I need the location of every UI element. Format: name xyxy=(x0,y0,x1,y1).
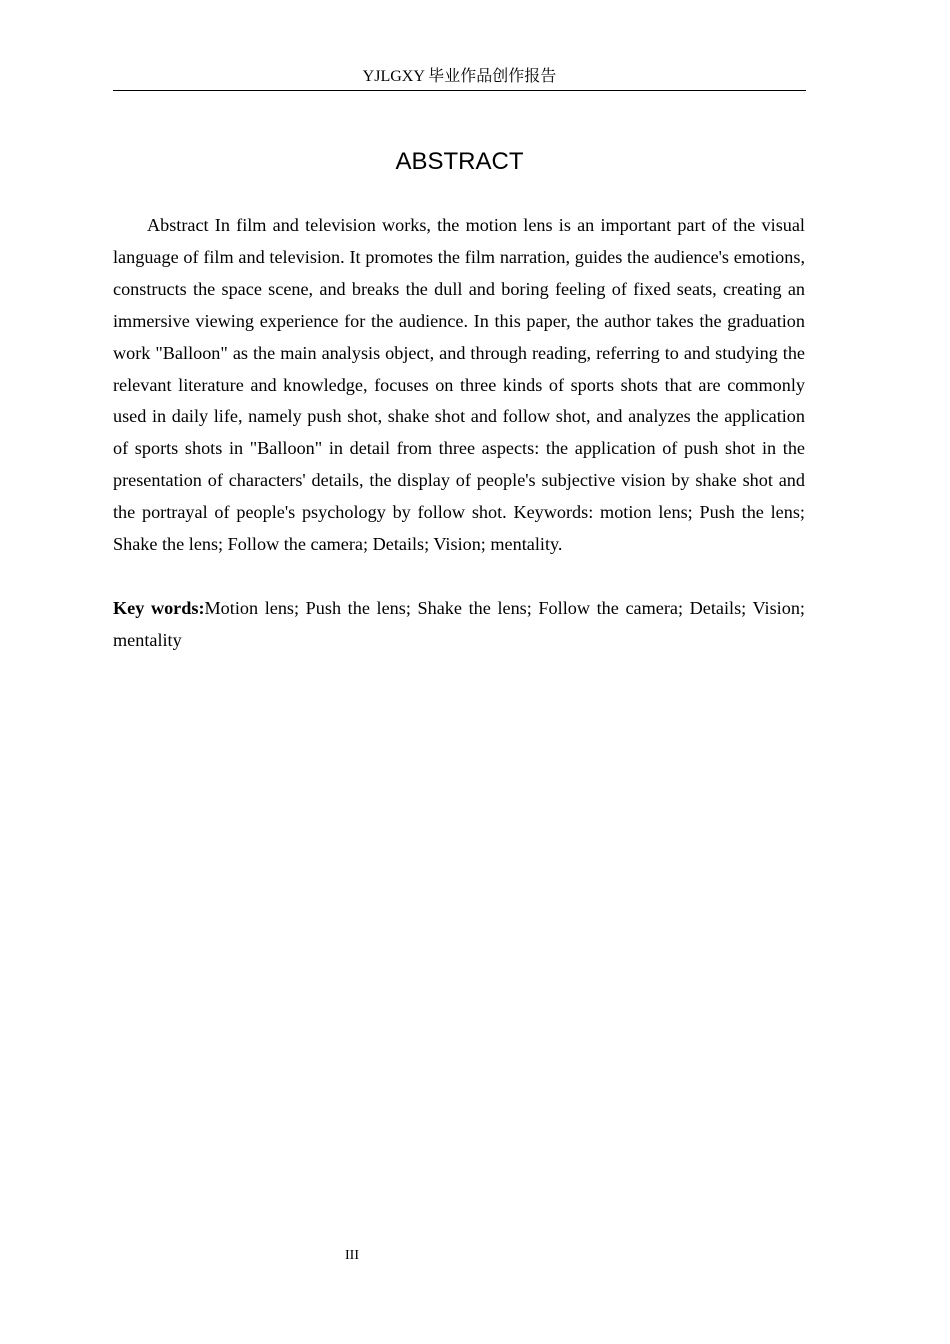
keywords-paragraph xyxy=(113,593,805,657)
page-title: ABSTRACT xyxy=(395,148,524,175)
header-divider xyxy=(113,90,806,91)
page-header: YJLGXY 毕业作品创作报告 xyxy=(362,68,557,85)
abstract-paragraph: Abstract In film and television works, the motion lens is an important part of the visual language of film and television. It promotes the film narration, guides the audience's emotions, constructs the space scene, and breaks the dull and boring feeling of fixed seats, creating an immersive viewing experience for the audience. In this paper, the author takes the graduation work "Balloon" as the main analysis object, and through reading, referring to and studying the relevant literature and knowledge, focuses on three kinds of sports shots that are commonly used in daily life, namely push shot, shake shot and follow shot, and analyzes the application of sports shots in "Balloon" in detail from three aspects: the application of push shot in the presentation of characters' details, the display of people's subjective vision by shake shot and the portrayal of people's psychology by follow shot. Keywords: motion lens; Push the lens; Shake the lens; Follow the camera; Details; Vision; mentality. xyxy=(113,215,805,555)
keywords-text: Motion lens; Push the lens; Shake the lens; Follow the camera; Details; Vision; mentality xyxy=(113,598,805,650)
page-number: III xyxy=(345,1248,359,1263)
keywords-label: Key words: xyxy=(113,598,205,618)
